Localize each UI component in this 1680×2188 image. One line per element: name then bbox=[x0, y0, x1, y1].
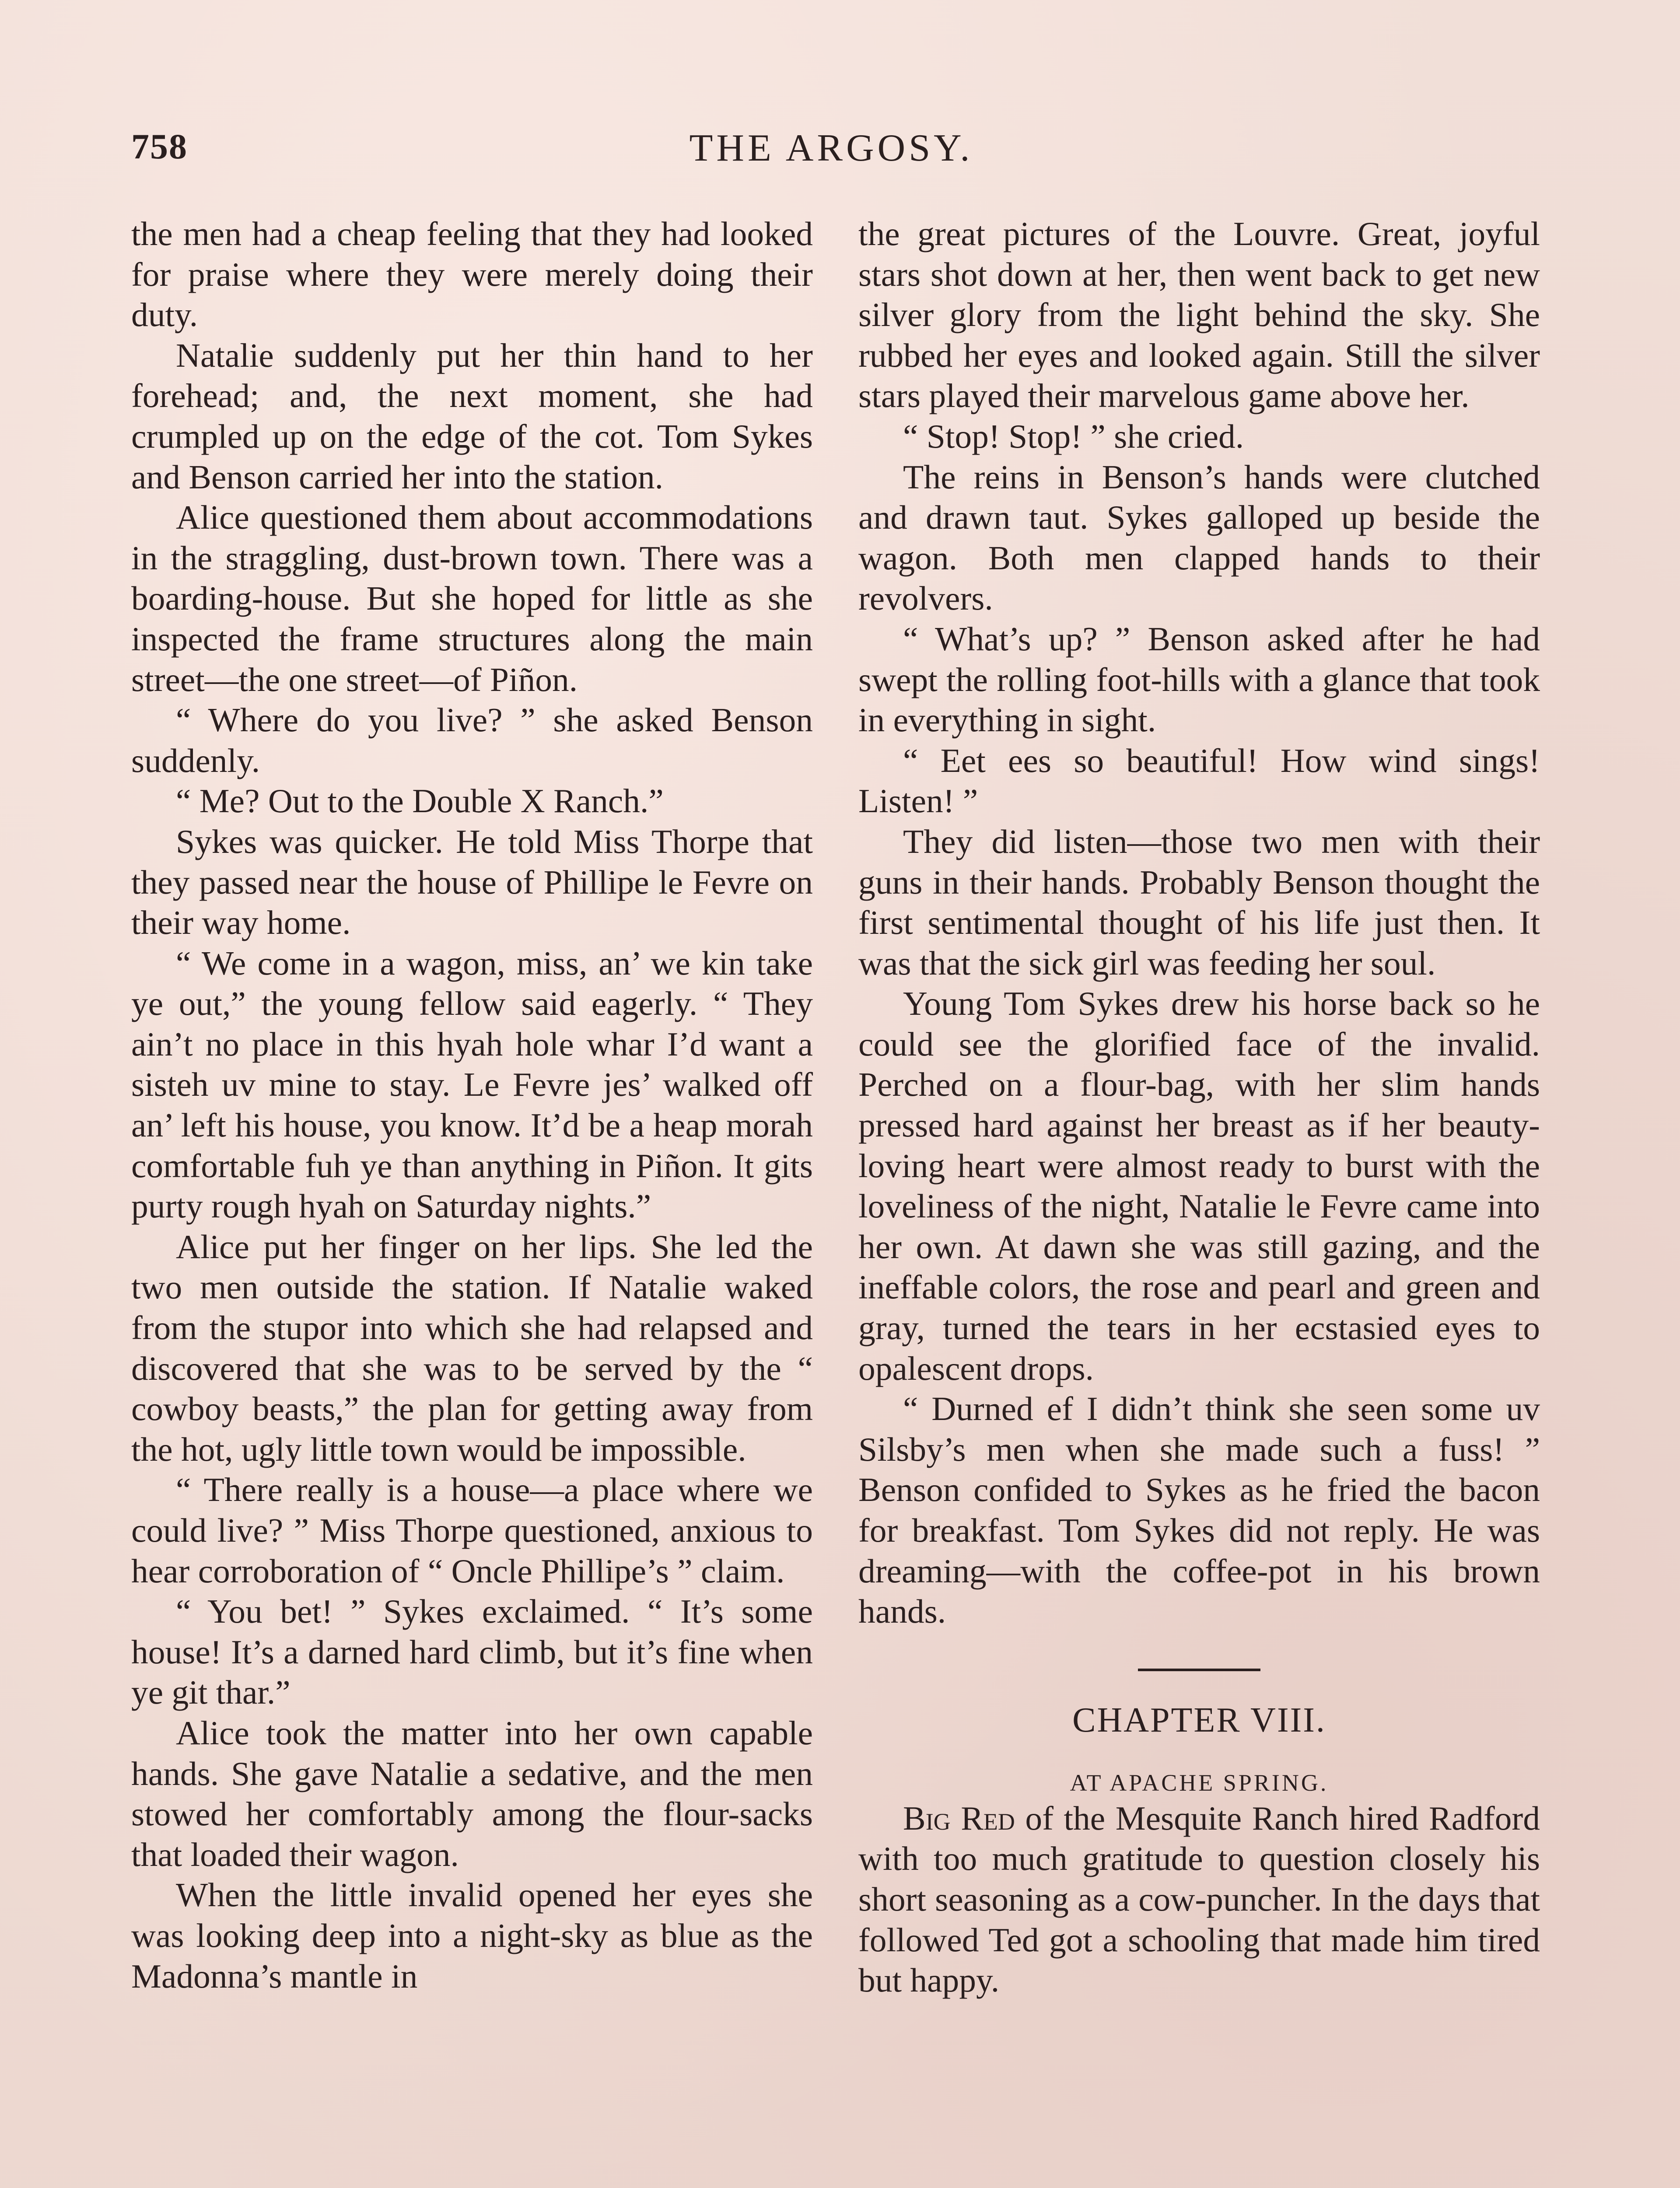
paragraph: “ You bet! ” Sykes exclaimed. “ It’s some house! It’s a darned hard climb, but it’s fine when ye git thar.” bbox=[131, 1592, 813, 1711]
paragraph: “ Durned ef I didn’t think she seen some uv Silsby’s men when she made such a fuss! ” Benson confided to Sykes as he fried the bacon for breakfast. Tom Sykes did not reply. He was dreaming—with the coffee-pot in his brown hands. bbox=[858, 1390, 1540, 1630]
paragraph: The reins in Benson’s hands were clutched and drawn taut. Sykes galloped up beside the wagon. Both men clapped hands to their revolvers. bbox=[858, 458, 1540, 617]
paragraph: They did listen—those two men with their guns in their hands. Probably Benson thought the first sentimental thought of his life just then. It was that the sick girl was feeding her soul. bbox=[858, 822, 1540, 982]
paragraph: “ Where do you live? ” she asked Benson suddenly. bbox=[131, 701, 813, 779]
paragraph: “ Eet ees so beautiful! How wind sings! Listen! ” bbox=[858, 741, 1540, 820]
paragraph: Alice put her finger on her lips. She led the two men outside the station. If Natalie waked from the stupor into which she had relapsed and discovered that she was to be served by the “ cowboy beasts,” the plan for getting away from the hot, ugly little town would be impossible. bbox=[131, 1227, 813, 1468]
paragraph: “ There really is a house—a place where we could live? ” Miss Thorpe questioned, anxious to hear corroboration of “ Oncle Phillipe’s ” claim. bbox=[131, 1471, 813, 1590]
paragraph: Alice questioned them about accommodations in the straggling, dust-brown town. There was a boarding-house. But she hoped for little as she inspected the frame structures along the main street—the one street—of Piñon. bbox=[131, 498, 813, 698]
chapter-subtitle: AT APACHE SPRING. bbox=[1070, 1769, 1329, 1796]
chapter-divider bbox=[1138, 1669, 1260, 1671]
paragraph: Natalie suddenly put her thin hand to her forehead; and, the next moment, she had crumpled up on the edge of the cot. Tom Sykes and Benson carried her into the station. bbox=[131, 336, 813, 496]
right-column bbox=[858, 214, 1540, 2001]
left-column bbox=[131, 214, 813, 1996]
paragraph: “ We come in a wagon, miss, an’ we kin take ye out,” the young fellow said eagerly. “ They ain’t no place in this hyah hole whar I’d want a sisteh uv mine to stay. Le Fevre jes’ walked off an’ left his house, you know. It’d be a heap morah comfortable fuh ye than anything in Piñon. It gits purty rough hyah on Saturday nights.” bbox=[131, 944, 813, 1225]
chapter-body-text: of the Mesquite Ranch hired Radford with too much gratitude to question closely his short seasoning as a cow-puncher. In the days that followed Ted got a schooling that made him tired but happy. bbox=[858, 1799, 1540, 1999]
paragraph: “ Stop! Stop! ” she cried. bbox=[903, 417, 1244, 455]
paragraph: the great pictures of the Louvre. Great, joyful stars shot down at her, then went back to get new silver glory from the light behind the sky. She rubbed her eyes and looked again. Still the silver stars played their marvelous game above her. bbox=[858, 215, 1540, 415]
paragraph: When the little invalid opened her eyes she was looking deep into a night-sky as blue as the Madonna’s mantle in bbox=[131, 1876, 813, 1995]
paragraph: “ Me? Out to the Double X Ranch.” bbox=[176, 782, 664, 820]
running-head: THE ARGOSY. bbox=[689, 127, 973, 169]
paragraph: the men had a cheap feeling that they had looked for praise where they were merely doing their duty. bbox=[131, 215, 813, 334]
paragraph: Sykes was quicker. He told Miss Thorpe that they passed near the house of Phillipe le Fevre on their way home. bbox=[131, 822, 813, 942]
chapter-lead-words: Big Red bbox=[903, 1799, 1015, 1837]
paragraph: Alice took the matter into her own capable hands. She gave Natalie a sedative, and the men stowed her comfortably among the flour-sacks that loaded their wagon. bbox=[131, 1714, 813, 1873]
page-number: 758 bbox=[131, 126, 188, 166]
chapter-opening-paragraph bbox=[858, 1798, 1540, 2001]
paragraph: “ What’s up? ” Benson asked after he had swept the rolling foot-hills with a glance that took in everything in sight. bbox=[858, 620, 1540, 739]
paragraph: Young Tom Sykes drew his horse back so he could see the glorified face of the invalid. Perched on a flour-bag, with her slim hands pressed hard against her breast as if her beauty-loving heart were almost ready to burst with the loveliness of the night, Natalie le Fevre came into her own. At dawn she was still gazing, and the ineffable colors, the rose and pearl and green and gray, turned the tears in her ecstasied eyes to opalescent drops. bbox=[858, 985, 1540, 1387]
chapter-title: CHAPTER VIII. bbox=[1072, 1701, 1326, 1739]
page-header bbox=[131, 126, 1531, 179]
